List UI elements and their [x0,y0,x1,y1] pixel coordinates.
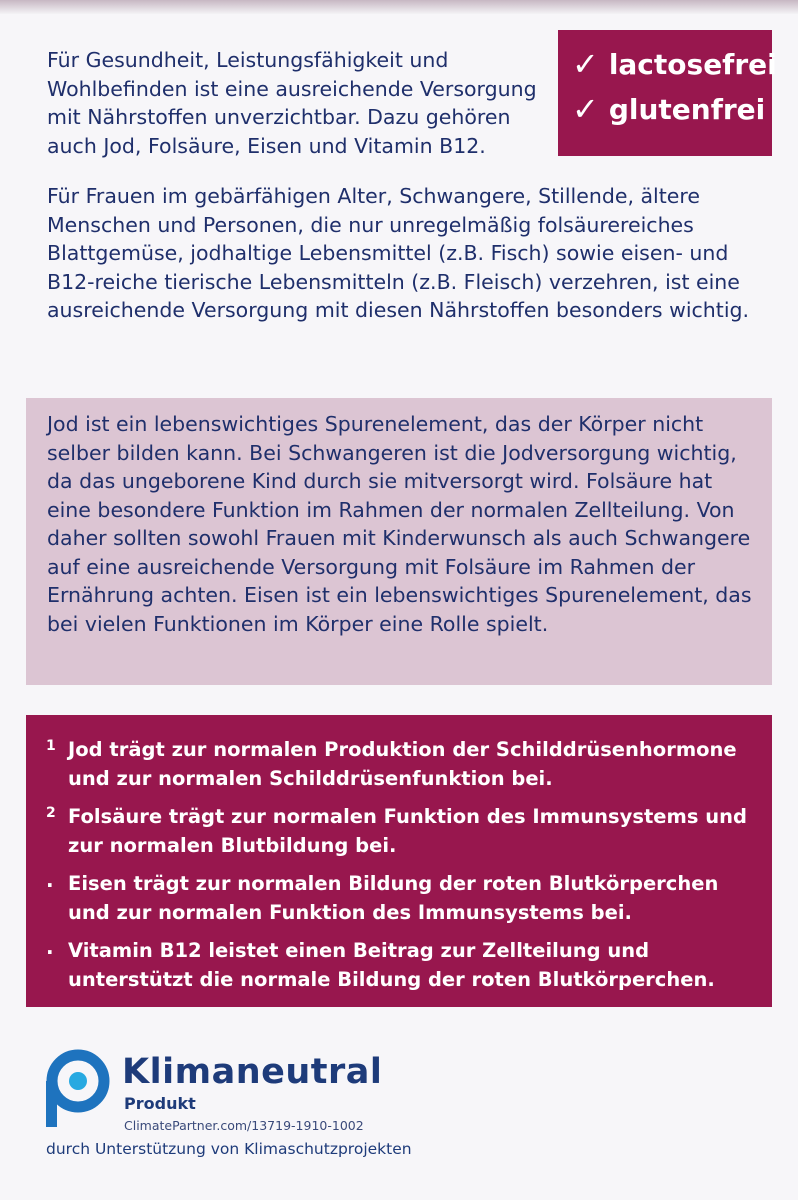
climatepartner-id: ClimatePartner.com/13719-1910-1002 [124,1118,364,1133]
claim-item [46,870,756,927]
claim-footnote-mark: 1 [46,738,56,754]
klimaneutral-subtitle: Produkt [124,1094,196,1113]
climate-neutral-label [46,1046,466,1176]
klimaneutral-title: Klimaneutral [122,1052,383,1092]
claim-text: Vitamin B12 leistet einen Beitrag zur Zellteilung und unterstützt die normale Bildung der roten Blutkörperchen. [68,939,715,991]
check-icon: ✓ [572,45,599,83]
badge-label-glutenfrei: glutenfrei [608,93,766,126]
claim-item [46,736,756,793]
badge-label-lactosefrei: lactosefrei [608,48,777,81]
free-from-badge [558,30,777,156]
climatepartner-logo-icon [46,1049,110,1127]
claim-footnote-mark: 2 [46,805,56,821]
info-text: Jod ist ein lebenswichtiges Spurenelement, das der Körper nicht selber bilden kann. Bei Schwangeren ist die Jodversorgung wichtig, da das ungeborene Kind durch sie mitversorgt wird. Folsäure hat eine besondere Funktion im Rahmen der normalen Zellteilung. Von daher sollten sowohl Frauen mit Kinderwunsch als auch Schwangere auf eine ausreichende Versorgung mit Folsäure im Rahmen der Ernährung achten. Eisen ist ein lebenswichtiges Spurenelement, das bei vielen Funktionen im Körper eine Rolle spielt. [47,412,752,636]
claim-text: Jod trägt zur normalen Produktion der Schilddrüsenhormone und zur normalen Schilddrüsenfunktion bei. [68,738,737,790]
claim-item [46,803,756,860]
climate-support-text: durch Unterstützung von Klimaschutzprojekten [46,1140,412,1158]
badge-row-lactosefrei [572,42,777,87]
health-claims-box [26,715,772,1007]
badge-row-glutenfrei [572,87,772,132]
claim-bullet-mark: · [46,873,54,897]
intro-paragraph-1: Für Gesundheit, Leistungsfähigkeit und Wohlbefinden ist eine ausreichende Versorgung mit Nährstoffen unverzichtbar. Dazu gehören auch Jod, Folsäure, Eisen und Vitamin B12. [47,48,537,158]
check-icon: ✓ [572,90,599,128]
intro-paragraph-2: Für Frauen im gebärfähigen Alter, Schwangere, Stillende, ältere Menschen und Personen, die nur unregelmäßig folsäurereiches Blattgemüse, jodhaltige Lebensmittel (z.B. Fisch) sowie eisen- und B12-reiche tierische Lebensmitteln (z.B. Fleisch) verzehren, ist eine ausreichende Versorgung mit diesen Nährstoffen besonders wichtig. [47,184,750,322]
claim-text: Folsäure trägt zur normalen Funktion des Immunsystems und zur normalen Blutbildung bei. [68,805,747,857]
info-box [26,398,772,685]
claim-item [46,937,756,994]
top-edge-strip [0,0,798,14]
claim-text: Eisen trägt zur normalen Bildung der roten Blutkörperchen und zur normalen Funktion des Immunsystems bei. [68,872,719,924]
claim-bullet-mark: · [46,940,54,964]
